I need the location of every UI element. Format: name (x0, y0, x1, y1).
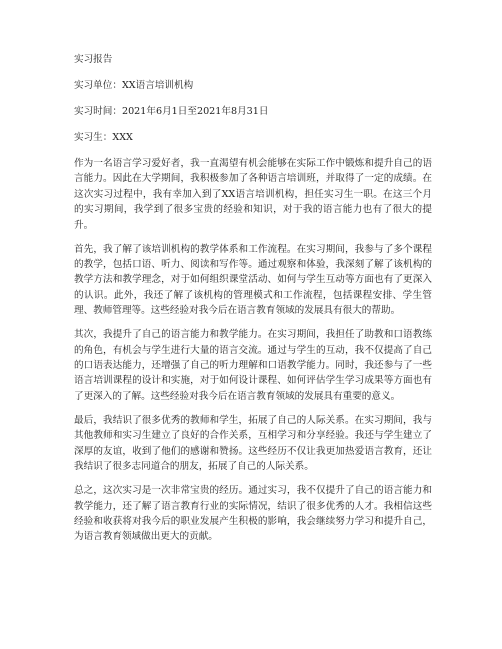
paragraph-conclusion: 总之，这次实习是一次非常宝贵的经历。通过实习，我不仅提升了自己的语言能力和教学能力，还了解了语言教育行业的实际情况，结识了很多优秀的人才。我相信这些经验和收获将对我今后的职业发展产生积极的影响，我会继续努力学习和提升自己，为语言教育领域做出更大的贡献。 (74, 485, 432, 543)
paragraph-intro: 作为一名语言学习爱好者，我一直渴望有机会能够在实际工作中锻炼和提升自己的语言能力。因此在大学期间，我积极参加了各种语言培训班，并取得了一定的成绩。在这次实习过程中，我有幸加入到了XX语言培训机构，担任实习生一职。在这三个月的实习期间，我学到了很多宝贵的经验和知识，对于我的语言能力也有了很大的提升。 (74, 158, 432, 231)
document-page (74, 52, 432, 553)
paragraph-first: 首先，我了解了该培训机构的教学体系和工作流程。在实习期间，我参与了多个课程的教学，包括口语、听力、阅读和写作等。通过观察和体验，我深刻了解了该机构的教学方法和教学理念，对于如何组织课堂活动、如何与学生互动等方面也有了更深入的认识。此外，我还了解了该机构的管理模式和工作流程，包括课程安排、学生管理、教师管理等。这些经验对我今后在语言教育领域的发展具有很大的帮助。 (74, 243, 432, 317)
paragraph-third: 最后，我结识了很多优秀的教师和学生，拓展了自己的人际关系。在实习期间，我与其他教师和实习生建立了良好的合作关系，互相学习和分享经验。我还与学生建立了深厚的友谊，收到了他们的感谢和赞扬。这些经历不仅让我更加热爱语言教育，还让我结识了很多志同道合的朋友，拓展了自己的人际关系。 (74, 414, 432, 473)
paragraph-second: 其次，我提升了自己的语言能力和教学能力。在实习期间，我担任了助教和口语教练的角色，有机会与学生进行大量的语言交流。通过与学生的互动，我不仅提高了自己的口语表达能力，还增强了自己的听力理解和口语教学能力。同时，我还参与了一些语言培训课程的设计和实施，对于如何设计课程、如何评估学生学习成果等方面也有了更深入的了解。这些经验对我今后在语言教育领域的发展具有重要的意义。 (74, 329, 432, 402)
internship-period: 实习时间：2021年6月1日至2021年8月31日 (74, 106, 269, 117)
internship-unit: 实习单位：XX语言培训机构 (74, 80, 194, 91)
intern-name: 实习生：XXX (74, 132, 133, 143)
document-title: 实习报告 (74, 54, 113, 65)
